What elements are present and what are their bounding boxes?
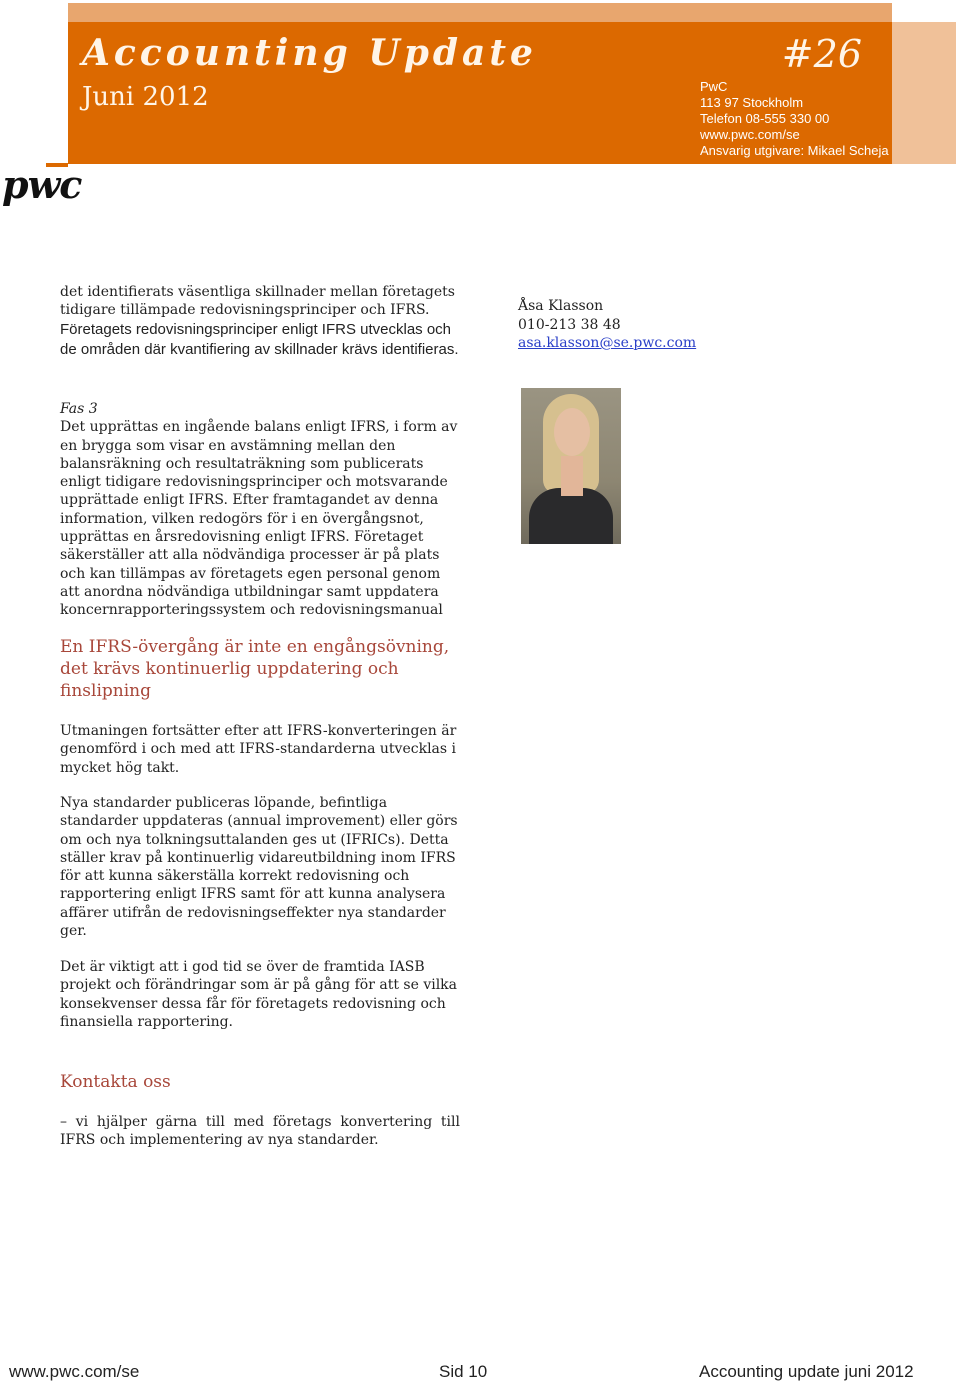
contact-paragraph — [60, 1113, 460, 1150]
paragraph-2 — [60, 794, 460, 940]
issue-number: #26 — [781, 32, 862, 76]
newsletter-title: Accounting Update — [82, 32, 537, 74]
contact-company: PwC — [700, 79, 728, 94]
person-photo — [521, 388, 621, 544]
page-footer — [0, 1362, 960, 1384]
footer-url[interactable]: www.pwc.com/se — [9, 1362, 140, 1381]
footer-publication: Accounting update juni 2012 — [699, 1362, 914, 1381]
phase-3-section — [60, 400, 460, 620]
footer-page-number: Sid 10 — [439, 1362, 488, 1381]
issue-date: Juni 2012 — [82, 82, 209, 112]
phase-heading: Fas 3 — [60, 401, 98, 417]
banner-side-strip — [890, 22, 956, 164]
paragraph-1 — [60, 722, 460, 777]
paragraph-1-text: Utmaningen fortsätter efter att IFRS-konverteringen är genomförd i och med att IFRS-standarderna utvecklas i mycket hög takt. — [60, 723, 457, 776]
intro-paragraph — [60, 283, 460, 361]
section-heading: En IFRS-övergång är inte en engångsövning, det krävs kontinuerlig uppdatering och finslipning — [60, 637, 450, 701]
contact-publisher: Ansvarig utgivare: Mikael Scheja — [700, 143, 889, 158]
contact-heading-block — [60, 1071, 460, 1093]
contact-phone: Telefon 08-555 330 00 — [700, 111, 830, 126]
contact-website[interactable]: www.pwc.com/se — [700, 127, 800, 142]
section-heading-block — [60, 636, 460, 702]
contact-address: 113 97 Stockholm — [700, 95, 804, 110]
paragraph-3-text: Det är viktigt att i god tid se över de framtida IASB projekt och förändringar som är på gång för att se vilka konsekvenser dessa får för företagets redovisning och finansiella rapportering. — [60, 959, 458, 1030]
person-email-link[interactable]: asa.klasson@se.pwc.com — [518, 335, 697, 351]
intro-sans-text: Företagets redovisningsprinciper enligt IFRS utvecklas och de områden där kvantifiering av skillnader krävs identifieras. — [60, 320, 459, 359]
publisher-contact — [700, 79, 889, 159]
person-name: Åsa Klasson — [518, 298, 604, 314]
contact-person — [518, 297, 696, 353]
contact-heading: Kontakta oss — [60, 1072, 171, 1092]
person-phone: 010-213 38 48 — [518, 316, 621, 333]
intro-serif-text: det identifierats väsentliga skillnader mellan företagets tidigare tillämpade redovisningsprinciper och IFRS. — [60, 284, 455, 319]
paragraph-2-text: Nya standarder publiceras löpande, befintliga standarder uppdateras (annual improvement) eller görs om och nya tolkningsuttalanden ges ut (IFRICs). Detta ställer krav på kontinuerlig vidareutbildning inom IFRS för att kunna säkerställa korrekt redovisning och rapportering enligt IFRS samt för att kunna analysera affärer utifrån de redovisningseffekter nya standarder ger. — [60, 795, 458, 940]
banner-top-strip — [68, 3, 892, 23]
contact-paragraph-text: – vi hjälper gärna till med företags konvertering till IFRS och implementering av nya standarder. — [60, 1114, 460, 1149]
pwc-logo: pwc — [2, 162, 82, 207]
phase-text: Det upprättas en ingående balans enligt IFRS, i form av en brygga som visar en avstämning mellan den balansräkning och resultaträkning som publicerats enligt tidigare redovisningsprinciper och motsvarande upprättade enligt IFRS. Efter framtagandet av denna information, vilken redogörs för i en övergångsnot, upprättas en årsredovisning enligt IFRS. Företaget säkerställer att alla nödvändiga processer är på plats och kan tillämpas av företagets egen personal genom att anordna nödvändiga utbildningar samt uppdatera koncernrapporteringssystem och redovisningsmanual — [60, 419, 458, 619]
header-banner — [68, 22, 892, 164]
paragraph-3 — [60, 958, 460, 1031]
